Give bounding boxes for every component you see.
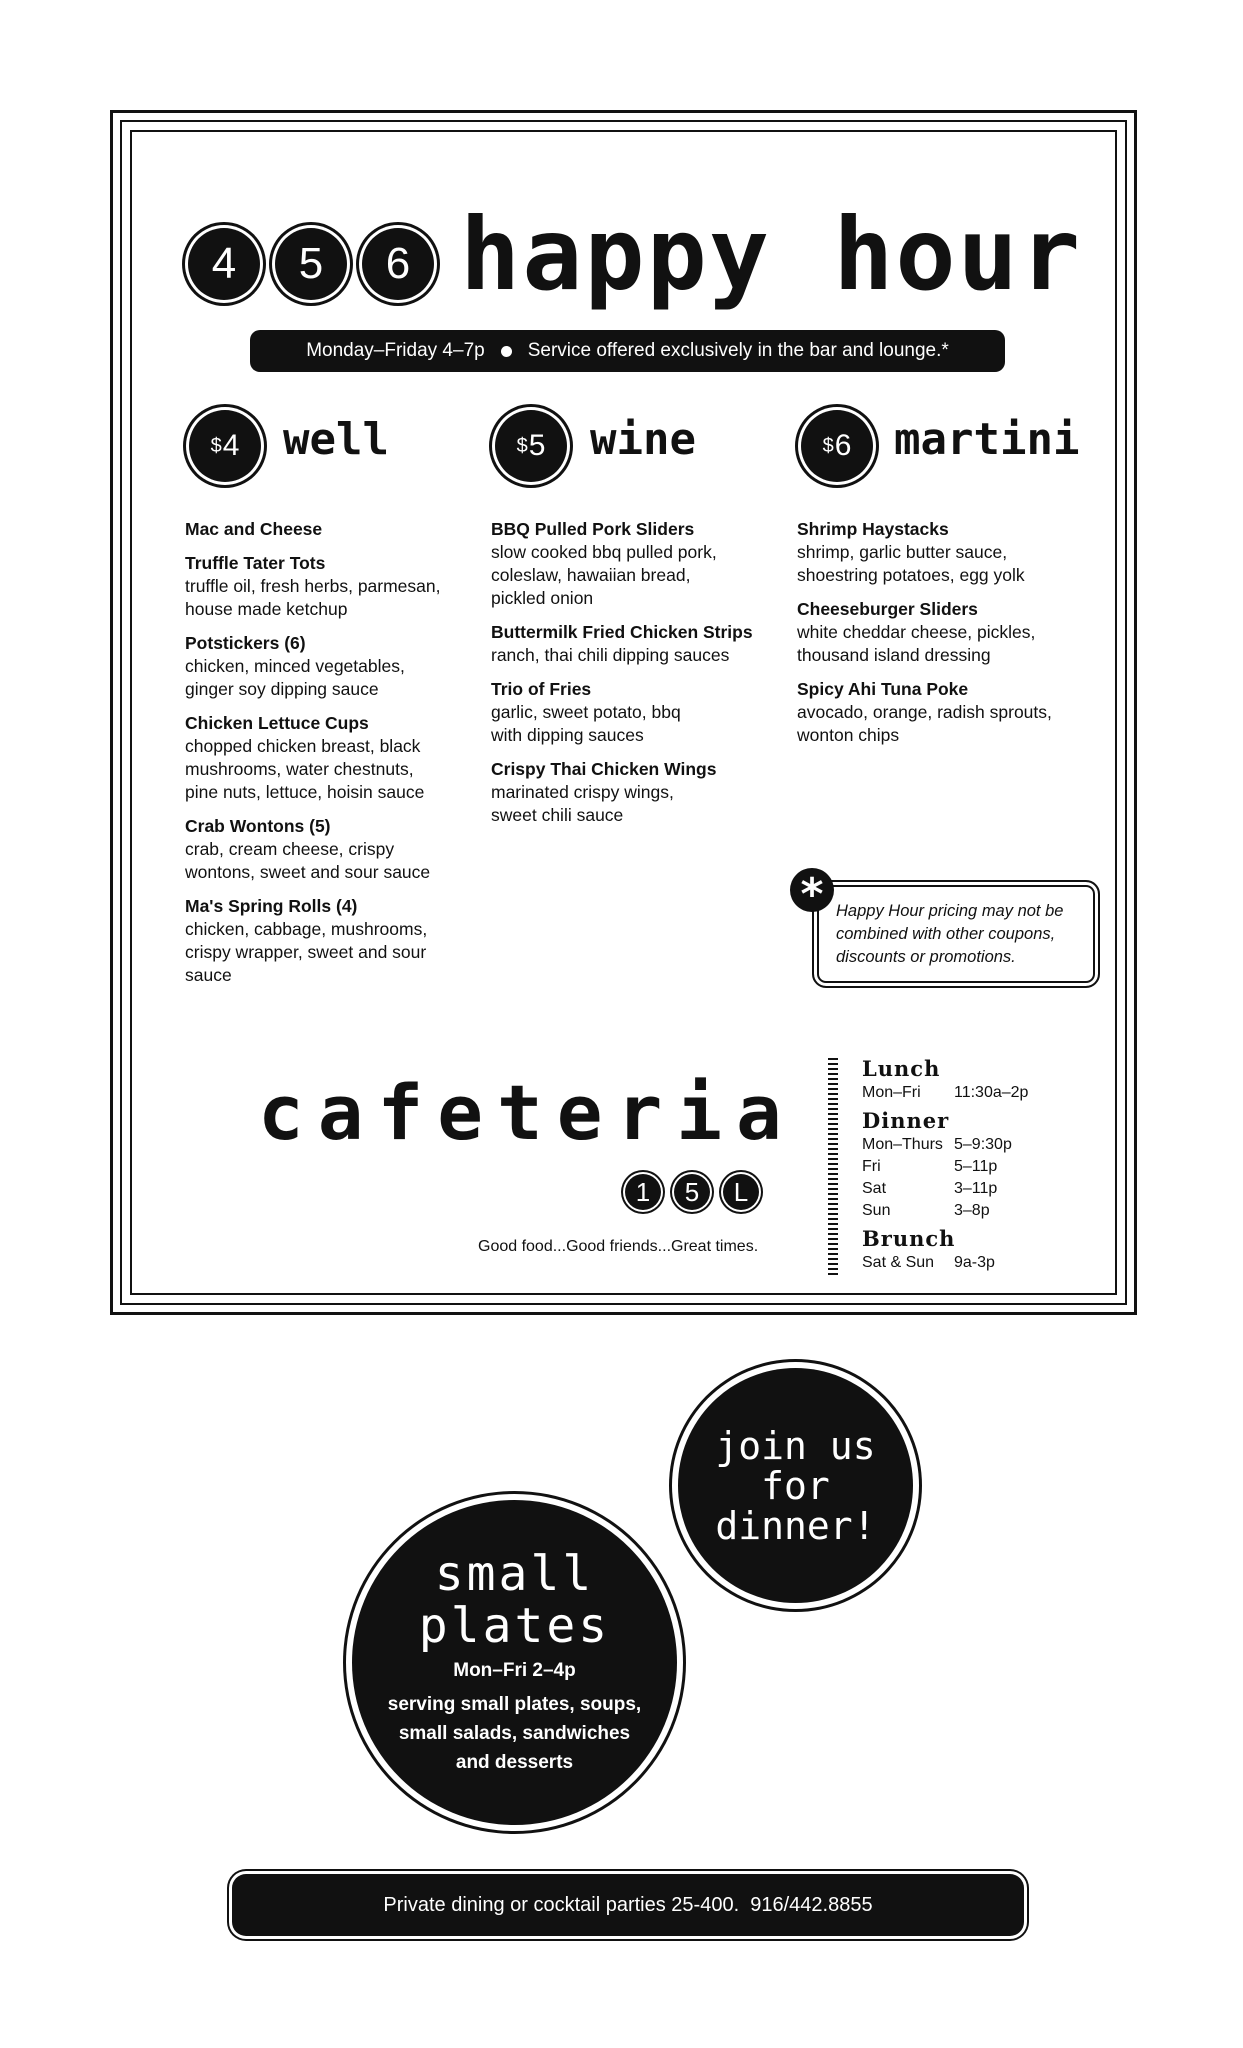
menu-item (491, 621, 781, 667)
price-badge-5: $ 5 (495, 410, 567, 482)
hours-row (862, 1134, 1028, 1156)
menu-item (491, 678, 781, 747)
service-note: Service offered exclusively in the bar and lounge.* (527, 340, 949, 361)
hours-time: 11:30a–2p (954, 1084, 1029, 1101)
menu-item (797, 598, 1087, 667)
category-label-wine: wine (590, 414, 696, 465)
menu-item-name: Trio of Fries (491, 679, 592, 699)
hours-day: Mon–Fri (862, 1084, 921, 1101)
hours-day: Mon–Thurs (862, 1136, 943, 1153)
menu-item (185, 815, 475, 884)
hours-title-brunch: Brunch (862, 1226, 956, 1251)
schedule-days: Monday–Friday 4–7p (306, 340, 485, 361)
small-plates-description: serving small plates, soups, small salads, sandwiches and desserts (387, 1694, 642, 1773)
asterisk-icon: * (790, 868, 834, 912)
menu-column-well (185, 518, 475, 998)
hours-time: 5–11p (954, 1158, 998, 1175)
menu-item-description: chopped chicken breast, black mushrooms, water chestnuts, pine nuts, lettuce, hoisin sauce (185, 736, 425, 802)
join-line-1: join us (715, 1423, 876, 1468)
page-title: happy hour (460, 196, 1083, 313)
menu-item-name: Shrimp Haystacks (797, 519, 949, 539)
pricing-note-box (812, 880, 1100, 988)
hours-divider (828, 1058, 838, 1276)
menu-item-name: Potstickers (6) (185, 633, 306, 653)
join-line-3: dinner! (715, 1503, 876, 1548)
menu-item (491, 758, 781, 827)
hours-title-lunch: Lunch (862, 1056, 941, 1081)
menu-item-description: slow cooked bbq pulled pork, coleslaw, hawaiian bread, pickled onion (491, 542, 717, 608)
brand-number-1: 1 (625, 1174, 661, 1210)
menu-item (185, 518, 475, 541)
hours-row (862, 1082, 1028, 1104)
happy-hour-number-4: 4 (188, 228, 260, 300)
hours-title-dinner: Dinner (862, 1108, 950, 1133)
small-plates-title-1: small (434, 1546, 595, 1602)
happy-hour-number-6: 6 (362, 228, 434, 300)
hours-row (862, 1252, 1028, 1274)
menu-item-description: ranch, thai chili dipping sauces (491, 645, 730, 665)
menu-item-name: Buttermilk Fried Chicken Strips (491, 622, 753, 642)
menu-item-name: Cheeseburger Sliders (797, 599, 978, 619)
brand-tagline: Good food...Good friends...Great times. (478, 1238, 759, 1255)
small-plates-hours: Mon–Fri 2–4p (453, 1660, 576, 1681)
menu-item-description: avocado, orange, radish sprouts, wonton chips (797, 702, 1052, 745)
hours-day: Fri (862, 1158, 881, 1175)
small-plates-title-2: plates (418, 1598, 611, 1654)
small-plates-circle (352, 1500, 677, 1825)
menu-item (491, 518, 781, 610)
brand-letter-l: L (723, 1174, 759, 1210)
join-us-circle (678, 1368, 913, 1603)
menu-item (185, 712, 475, 804)
hours-day: Sat (862, 1180, 887, 1197)
happy-hour-number-5: 5 (275, 228, 347, 300)
menu-item-name: Mac and Cheese (185, 519, 323, 539)
menu-item-description: shrimp, garlic butter sauce, shoestring potatoes, egg yolk (797, 542, 1025, 585)
private-dining-banner (232, 1874, 1024, 1936)
menu-column-martini (797, 518, 1087, 758)
hours-time: 5–9:30p (954, 1136, 1012, 1153)
hours-time: 9a-3p (954, 1254, 995, 1271)
menu-item-description: garlic, sweet potato, bbq with dipping sauces (491, 702, 681, 745)
menu-item (185, 632, 475, 701)
private-dining-text: Private dining or cocktail parties 25-400. 916/442.8855 (383, 1893, 873, 1916)
menu-column-wine (491, 518, 781, 838)
hours-time: 3–8p (954, 1202, 990, 1219)
menu-item-name: Spicy Ahi Tuna Poke (797, 679, 969, 699)
hours-row (862, 1156, 1028, 1178)
menu-item-description: marinated crispy wings, sweet chili sauce (491, 782, 674, 825)
hours-time: 3–11p (954, 1180, 998, 1197)
menu-item-description: truffle oil, fresh herbs, parmesan, house made ketchup (185, 576, 441, 619)
schedule-bar (250, 330, 1005, 372)
join-line-2: for (761, 1463, 830, 1508)
menu-item (797, 518, 1087, 587)
menu-item-name: BBQ Pulled Pork Sliders (491, 519, 695, 539)
hours-row (862, 1200, 1028, 1222)
menu-item-name: Truffle Tater Tots (185, 553, 326, 573)
menu-item-name: Crab Wontons (5) (185, 816, 331, 836)
pricing-note-text: Happy Hour pricing may not be combined with other coupons, discounts or promotions. (836, 902, 1064, 966)
price-badge-6: $ 6 (801, 410, 873, 482)
menu-item (185, 552, 475, 621)
menu-item-description: chicken, cabbage, mushrooms, crispy wrapper, sweet and sour sauce (185, 919, 428, 985)
category-label-well: well (283, 414, 389, 465)
menu-item-name: Chicken Lettuce Cups (185, 713, 369, 733)
menu-item (185, 895, 475, 987)
hours-day: Sat & Sun (862, 1254, 935, 1271)
hours-day: Sun (862, 1202, 891, 1219)
brand-logo-text: cafeteria (258, 1068, 796, 1157)
category-label-martini: martini (894, 414, 1080, 465)
price-badge-4: $ 4 (189, 410, 261, 482)
hours-row (862, 1178, 1028, 1200)
brand-number-5: 5 (674, 1174, 710, 1210)
menu-item (797, 678, 1087, 747)
bullet-icon (501, 346, 512, 357)
menu-item-description: chicken, minced vegetables, ginger soy dipping sauce (185, 656, 405, 699)
menu-item-description: white cheddar cheese, pickles, thousand island dressing (797, 622, 1036, 665)
menu-item-description: crab, cream cheese, crispy wontons, sweet and sour sauce (185, 839, 431, 882)
menu-item-name: Ma's Spring Rolls (4) (185, 896, 358, 916)
menu-item-name: Crispy Thai Chicken Wings (491, 759, 717, 779)
hours-block (862, 1056, 1028, 1274)
